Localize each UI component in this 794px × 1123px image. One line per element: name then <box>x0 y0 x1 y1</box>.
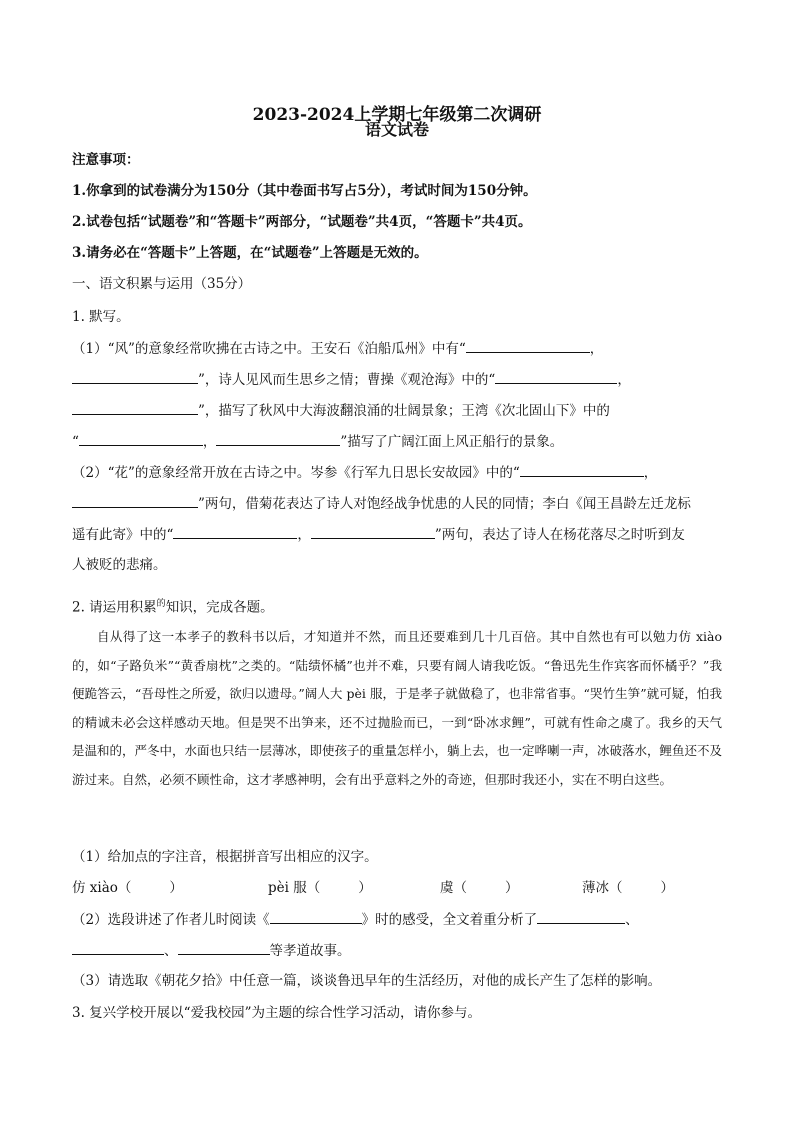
exam-subtitle: 语文试卷 <box>364 120 429 139</box>
pinyin-item <box>72 878 183 898</box>
question-2-stem <box>72 594 722 618</box>
q2-sub2-line1 <box>72 909 722 930</box>
q1-part2-line2 <box>72 493 722 514</box>
text: 》时的感受，全文着重分析了 <box>361 912 538 928</box>
answer-blank[interactable] <box>537 909 625 924</box>
text: （2）“花”的意象经常开放在古诗之中。岑参《行军九日思长安故园》中的“ <box>72 465 520 481</box>
text: ”两句，借菊花表达了诗人对饱经战争忧患的人民的同情；李白《闻王昌龄左迁龙标 <box>198 496 691 512</box>
text: 虞（ <box>440 880 467 896</box>
text: ， <box>617 372 631 388</box>
answer-blank[interactable] <box>466 338 590 353</box>
q1-part2-line4: 人被贬的悲痛。 <box>72 557 167 573</box>
text: （2）选段讲述了作者儿时阅读《 <box>72 912 270 928</box>
text: ） <box>660 880 674 896</box>
text: 等孝道故事。 <box>269 943 351 959</box>
answer-blank[interactable] <box>520 462 644 477</box>
answer-blank[interactable] <box>72 369 198 384</box>
q1-part2-line1 <box>72 462 722 483</box>
text: ， <box>589 341 604 357</box>
answer-blank[interactable] <box>72 400 198 415</box>
pinyin-item <box>582 878 674 898</box>
text: 遥有此寄》中的“ <box>72 527 174 543</box>
text: ） <box>169 880 183 896</box>
text: ， <box>643 465 658 481</box>
answer-blank[interactable] <box>79 431 203 446</box>
pinyin-row <box>72 878 722 898</box>
text: ”描写了广阔江面上风正船行的景象。 <box>340 434 564 450</box>
section-1-heading: 一、语文积累与运用（35分） <box>72 276 252 292</box>
q1-part1-line3 <box>72 400 722 421</box>
text: 、 <box>164 943 178 959</box>
text: ”，诗人见风而生思乡之情；曹操《观沧海》中的“ <box>198 372 496 388</box>
q1-part1-line1 <box>72 338 722 359</box>
answer-blank[interactable] <box>216 431 340 446</box>
q2-sub3: （3）请选取《朝花夕拾》中任意一篇，谈谈鲁迅早年的生活经历，对他的成长产生了怎样的影响。 <box>72 973 662 989</box>
question-1-stem: 1. 默写。 <box>72 309 130 325</box>
text: ”两句，表达了诗人在杨花落尽之时听到友 <box>434 527 685 543</box>
text: 、 <box>625 912 639 928</box>
notice-item-3: 3.请务必在“答题卡”上答题，在“试题卷”上答题是无效的。 <box>72 245 428 261</box>
q2-sub1: （1）给加点的字注音，根据拼音写出相应的汉字。 <box>72 849 378 865</box>
q1-part2-line3 <box>72 524 722 545</box>
question-3-stem: 3. 复兴学校开展以“爱我校园”为主题的综合性学习活动，请你参与。 <box>72 1005 481 1021</box>
text: ， <box>202 434 217 450</box>
text: 仿 xiào（ <box>72 880 132 896</box>
answer-blank[interactable] <box>270 909 362 924</box>
answer-blank[interactable] <box>495 369 617 384</box>
text: ） <box>358 880 372 896</box>
text: ”，描写了秋风中大海波翻浪涌的壮阔景象；王湾《次北固山下》中的 <box>198 403 610 419</box>
text: 知识，完成各题。 <box>165 599 274 616</box>
q1-part1-line2 <box>72 369 722 390</box>
text: 的 <box>156 599 166 609</box>
notice-item-2: 2.试卷包括“试题卷”和“答题卡”两部分，“试题卷”共4页，“答题卡”共4页。 <box>72 214 532 230</box>
text: “ <box>72 434 79 450</box>
text: ， <box>297 527 311 543</box>
passage-text: 自从得了这一本孝子的教科书以后，才知道并不然，而且还要难到几十几百倍。其中自然也有可以勉力仿 xiào 的，如“子路负米”“黄香扇枕”之类的。“陆绩怀橘”也并不难，只要有阔人请我吃饭。“鲁迅先生作宾客而怀橘乎？”我便跪答云，“吾母性之所爱，欲归以遗母。”阔人大 pèi 服，于是孝子就做稳了，也非常省事。“哭竹生笋”就可疑，怕我的精诚未必会这样感动天地。但是哭不出笋来，还不过抛脸而已，一到“卧冰求鲤”，可就有性命之虞了。我乡的天气是温和的，严冬中，水面也只结一层薄冰，即使孩子的重量怎样小，躺上去，也一定哗喇一声，冰破落水，鲤鱼还不及游过来。自然，必须不顾性命，这才孝感神明，会有出乎意料之外的奇迹，但那时我还小，实在不明白这些。 <box>72 629 723 787</box>
q2-sub2-line2 <box>72 940 722 961</box>
pinyin-item <box>268 878 372 898</box>
answer-blank[interactable] <box>72 493 198 508</box>
notice-item-1: 1.你拿到的试卷满分为150分（其中卷面书写占5分），考试时间为150分钟。 <box>72 183 537 199</box>
exam-title: 2023-2024上学期七年级第二次调研 <box>252 105 542 125</box>
text: 薄冰（ <box>582 880 623 896</box>
text: 2. 请运用积累 <box>72 599 157 616</box>
reading-passage <box>72 623 722 794</box>
answer-blank[interactable] <box>173 524 297 539</box>
text: ） <box>505 880 519 896</box>
q1-part1-line4 <box>72 431 722 452</box>
text: pèi 服（ <box>268 880 321 896</box>
answer-blank[interactable] <box>178 940 270 955</box>
notice-heading: 注意事项： <box>72 152 140 168</box>
text: （1）“风”的意象经常吹拂在古诗之中。王安石《泊船瓜州》中有“ <box>72 341 466 357</box>
pinyin-item <box>440 878 519 898</box>
answer-blank[interactable] <box>72 940 164 955</box>
answer-blank[interactable] <box>311 524 435 539</box>
